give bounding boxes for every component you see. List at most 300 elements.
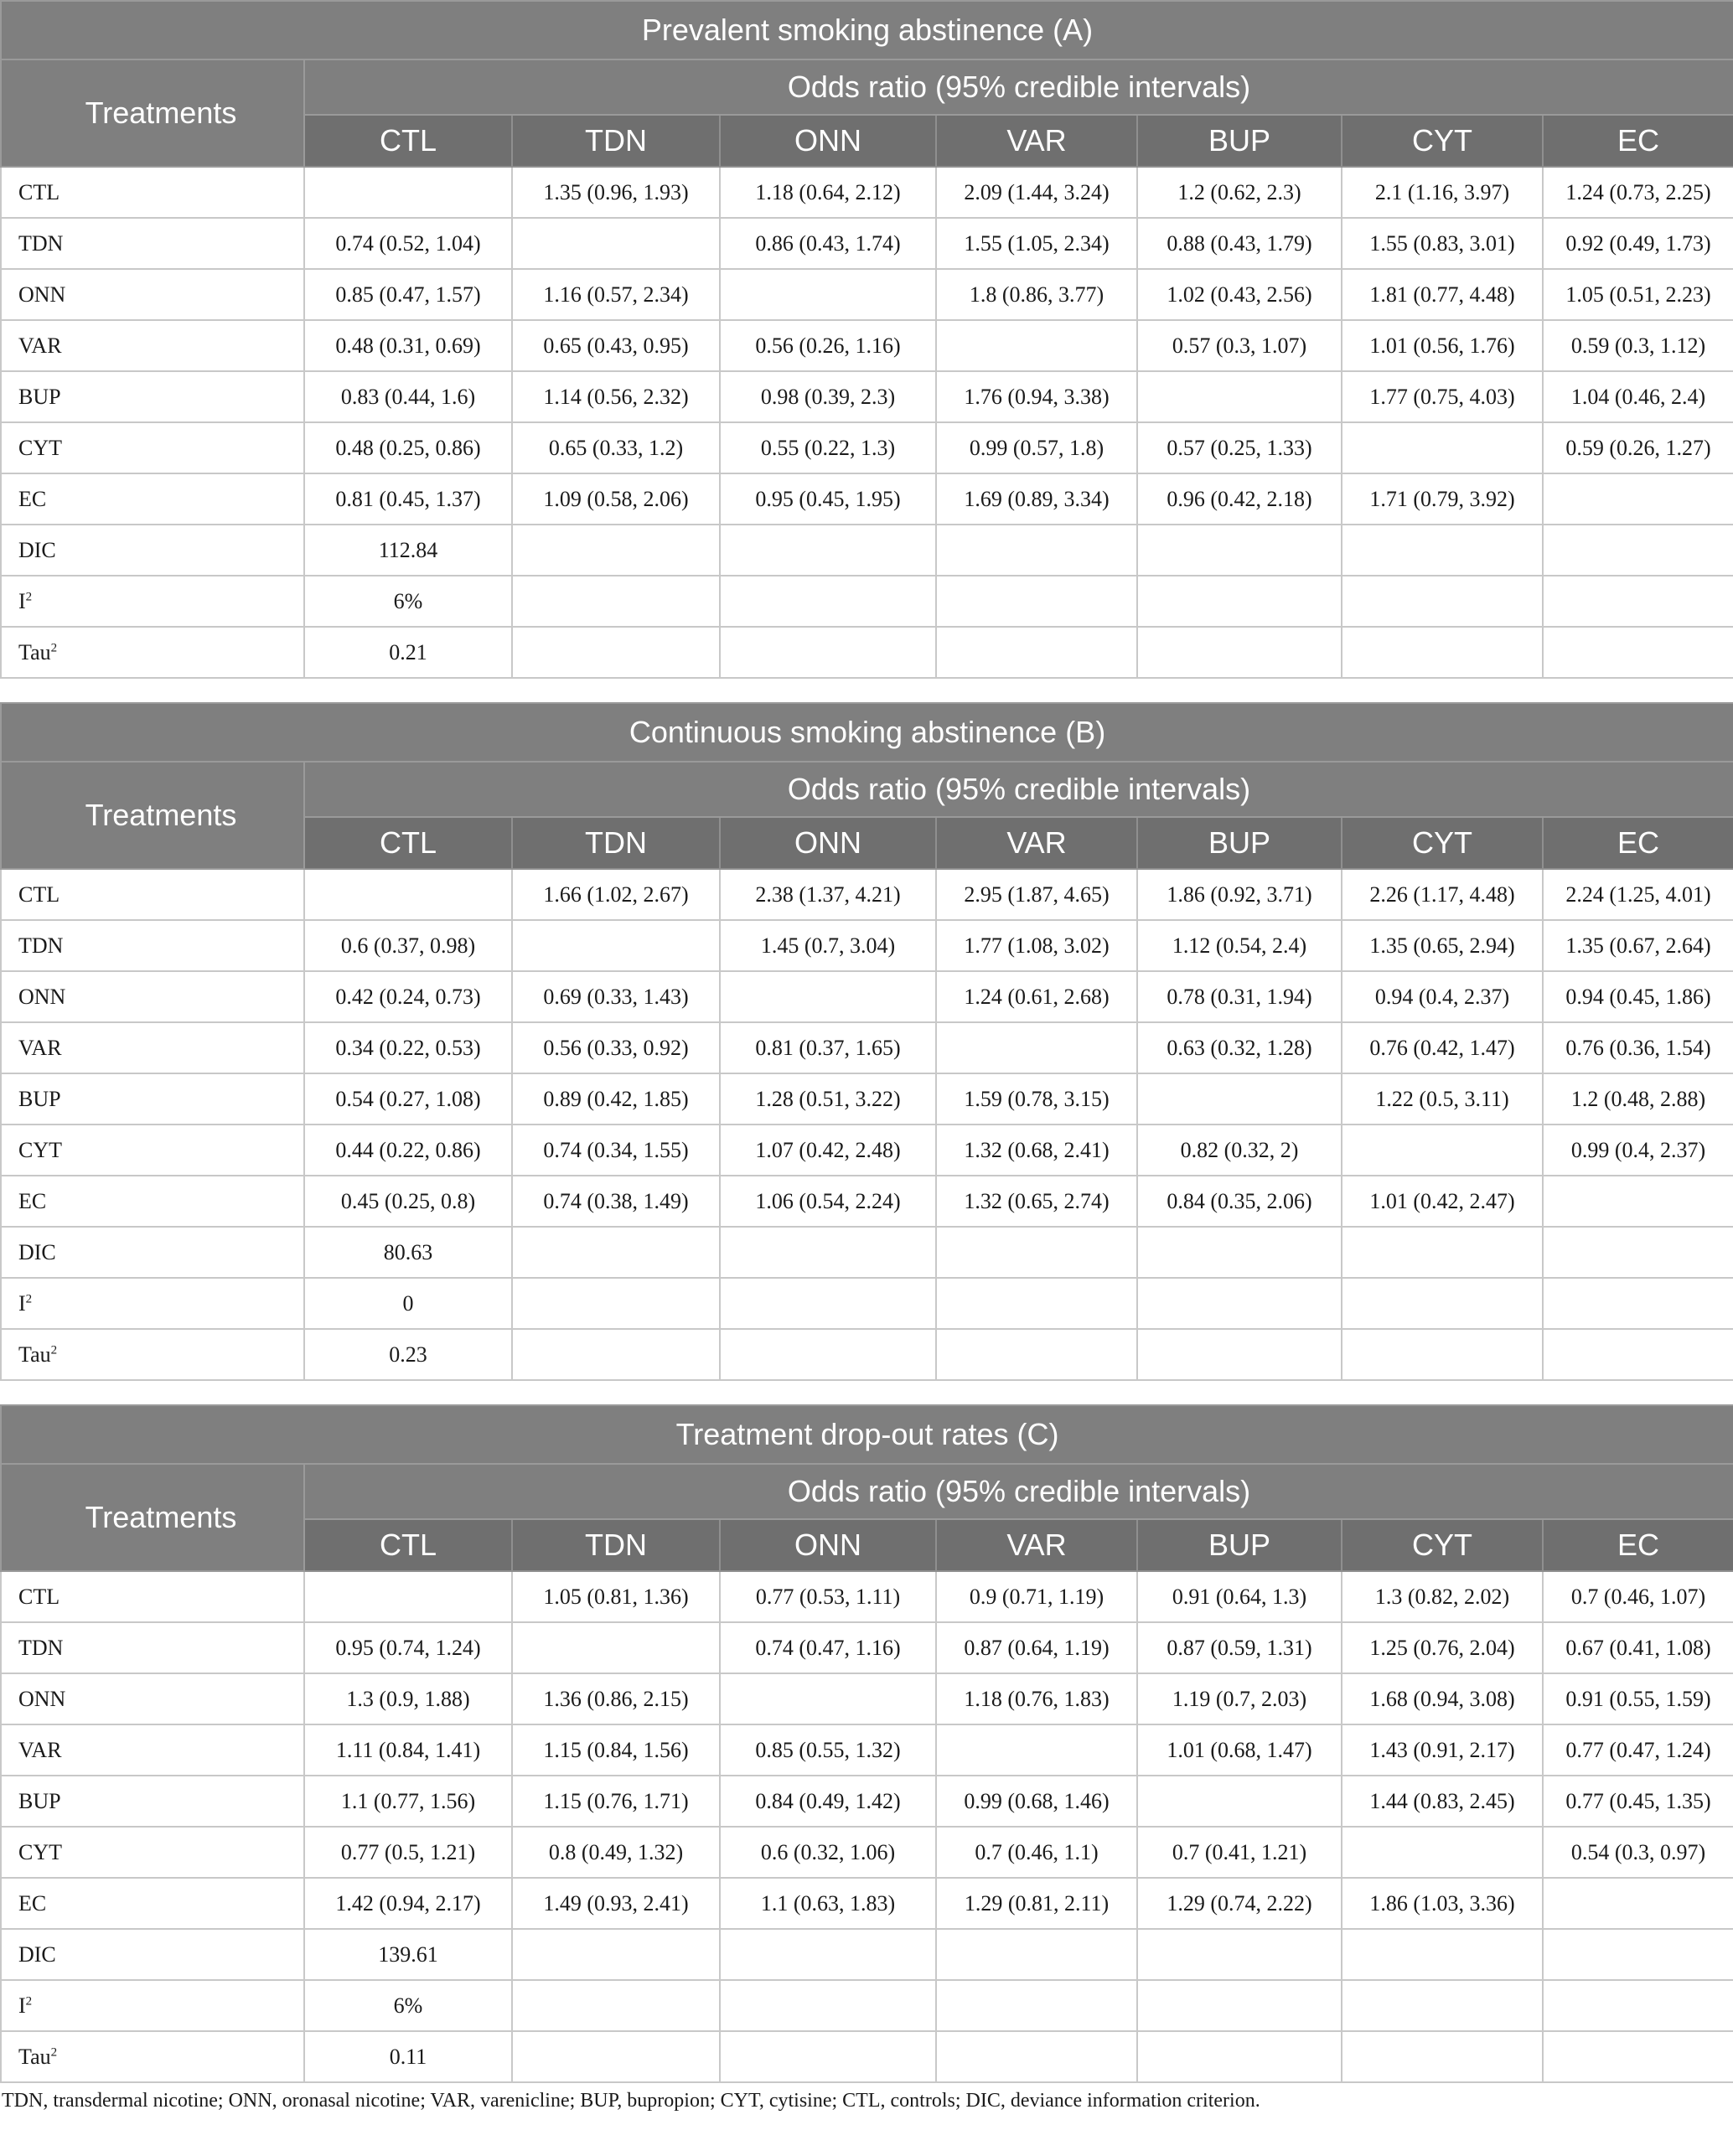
stat-row bbox=[1, 576, 1733, 627]
stat-value: 139.61 bbox=[304, 1929, 512, 1980]
table-cell: 0.77 (0.45, 1.35) bbox=[1543, 1776, 1733, 1827]
stat-label-superscript: 2 bbox=[50, 1342, 58, 1357]
table-cell: 1.77 (0.75, 4.03) bbox=[1342, 371, 1543, 422]
row-label: CTL bbox=[1, 167, 304, 218]
empty-cell bbox=[936, 1329, 1137, 1380]
table-row bbox=[1, 1622, 1733, 1673]
stat-row bbox=[1, 1329, 1733, 1380]
table-cell: 0.82 (0.32, 2) bbox=[1137, 1125, 1342, 1176]
empty-cell bbox=[720, 525, 936, 576]
table-cell bbox=[720, 971, 936, 1022]
table-cell: 0.34 (0.22, 0.53) bbox=[304, 1022, 512, 1073]
table-cell: 0.95 (0.45, 1.95) bbox=[720, 473, 936, 525]
column-header: EC bbox=[1543, 817, 1733, 869]
table-title: Prevalent smoking abstinence (A) bbox=[1, 1, 1733, 59]
empty-cell bbox=[1543, 627, 1733, 678]
column-header: ONN bbox=[720, 115, 936, 167]
table-cell: 0.99 (0.4, 2.37) bbox=[1543, 1125, 1733, 1176]
table-gap bbox=[0, 679, 1733, 702]
empty-cell bbox=[720, 1980, 936, 2031]
table-row bbox=[1, 1571, 1733, 1622]
empty-cell bbox=[936, 1278, 1137, 1329]
table-row bbox=[1, 920, 1733, 971]
empty-cell bbox=[512, 576, 720, 627]
table-cell: 1.29 (0.74, 2.22) bbox=[1137, 1878, 1342, 1929]
stat-label-superscript: 2 bbox=[50, 2045, 58, 2059]
table-cell: 0.86 (0.43, 1.74) bbox=[720, 218, 936, 269]
column-header: ONN bbox=[720, 817, 936, 869]
table-cell bbox=[1543, 1176, 1733, 1227]
empty-cell bbox=[512, 1980, 720, 2031]
odds-ratio-table bbox=[0, 1404, 1733, 2083]
table-cell: 0.77 (0.5, 1.21) bbox=[304, 1827, 512, 1878]
row-label: BUP bbox=[1, 1073, 304, 1125]
table-cell: 1.32 (0.68, 2.41) bbox=[936, 1125, 1137, 1176]
table-cell: 0.85 (0.55, 1.32) bbox=[720, 1724, 936, 1776]
table-cell: 1.01 (0.42, 2.47) bbox=[1342, 1176, 1543, 1227]
empty-cell bbox=[1342, 576, 1543, 627]
table-cell: 1.28 (0.51, 3.22) bbox=[720, 1073, 936, 1125]
table-cell: 1.8 (0.86, 3.77) bbox=[936, 269, 1137, 320]
stat-label-text: Tau bbox=[18, 1342, 51, 1367]
stat-row bbox=[1, 2031, 1733, 2082]
table-row bbox=[1, 167, 1733, 218]
empty-cell bbox=[1342, 1278, 1543, 1329]
column-header: BUP bbox=[1137, 1519, 1342, 1571]
table-cell: 0.96 (0.42, 2.18) bbox=[1137, 473, 1342, 525]
empty-cell bbox=[512, 627, 720, 678]
table-cell: 0.9 (0.71, 1.19) bbox=[936, 1571, 1137, 1622]
empty-cell bbox=[1543, 525, 1733, 576]
table-cell bbox=[720, 269, 936, 320]
table-cell: 1.15 (0.76, 1.71) bbox=[512, 1776, 720, 1827]
empty-cell bbox=[1137, 1227, 1342, 1278]
table-cell bbox=[1543, 473, 1733, 525]
stat-label bbox=[1, 525, 304, 576]
table-cell bbox=[512, 920, 720, 971]
table-cell: 0.98 (0.39, 2.3) bbox=[720, 371, 936, 422]
row-label: VAR bbox=[1, 1022, 304, 1073]
stat-row bbox=[1, 1980, 1733, 2031]
table-cell: 1.66 (1.02, 2.67) bbox=[512, 869, 720, 920]
empty-cell bbox=[720, 1329, 936, 1380]
stat-label bbox=[1, 627, 304, 678]
empty-cell bbox=[1342, 1980, 1543, 2031]
table-cell bbox=[304, 167, 512, 218]
table-row bbox=[1, 1724, 1733, 1776]
column-header: CYT bbox=[1342, 1519, 1543, 1571]
table-footnote: TDN, transdermal nicotine; ONN, oronasal nicotine; VAR, varenicline; BUP, bupropion; CYT, cytisine; CTL, controls; DIC, deviance information criterion. bbox=[2, 2090, 1260, 2112]
empty-cell bbox=[720, 2031, 936, 2082]
table-cell: 1.14 (0.56, 2.32) bbox=[512, 371, 720, 422]
stat-value: 0.23 bbox=[304, 1329, 512, 1380]
table-cell: 2.09 (1.44, 3.24) bbox=[936, 167, 1137, 218]
table-cell bbox=[304, 1571, 512, 1622]
stat-label bbox=[1, 1278, 304, 1329]
empty-cell bbox=[720, 627, 936, 678]
table-cell: 0.92 (0.49, 1.73) bbox=[1543, 218, 1733, 269]
table-cell: 1.35 (0.96, 1.93) bbox=[512, 167, 720, 218]
stat-value: 80.63 bbox=[304, 1227, 512, 1278]
table-cell bbox=[1137, 1776, 1342, 1827]
empty-cell bbox=[1342, 1929, 1543, 1980]
table-cell: 1.55 (0.83, 3.01) bbox=[1342, 218, 1543, 269]
empty-cell bbox=[1137, 1278, 1342, 1329]
stat-label-text: I bbox=[18, 1290, 26, 1316]
row-label: EC bbox=[1, 1176, 304, 1227]
empty-cell bbox=[512, 1227, 720, 1278]
empty-cell bbox=[1137, 1329, 1342, 1380]
table-title: Continuous smoking abstinence (B) bbox=[1, 703, 1733, 762]
column-header: EC bbox=[1543, 115, 1733, 167]
row-label: ONN bbox=[1, 1673, 304, 1724]
row-label: TDN bbox=[1, 218, 304, 269]
stat-label bbox=[1, 1227, 304, 1278]
table-cell: 1.05 (0.81, 1.36) bbox=[512, 1571, 720, 1622]
table-cell: 0.42 (0.24, 0.73) bbox=[304, 971, 512, 1022]
stat-row bbox=[1, 525, 1733, 576]
table-row bbox=[1, 971, 1733, 1022]
table-cell: 1.25 (0.76, 2.04) bbox=[1342, 1622, 1543, 1673]
empty-cell bbox=[720, 1278, 936, 1329]
table-cell: 1.09 (0.58, 2.06) bbox=[512, 473, 720, 525]
stat-label-text: DIC bbox=[18, 1239, 56, 1264]
table-cell: 0.88 (0.43, 1.79) bbox=[1137, 218, 1342, 269]
empty-cell bbox=[936, 1227, 1137, 1278]
table-cell: 0.94 (0.4, 2.37) bbox=[1342, 971, 1543, 1022]
stat-value: 0.21 bbox=[304, 627, 512, 678]
table-cell: 0.44 (0.22, 0.86) bbox=[304, 1125, 512, 1176]
table-cell: 0.84 (0.35, 2.06) bbox=[1137, 1176, 1342, 1227]
table-cell: 0.7 (0.46, 1.1) bbox=[936, 1827, 1137, 1878]
table-cell: 2.38 (1.37, 4.21) bbox=[720, 869, 936, 920]
stat-label-superscript: 2 bbox=[25, 589, 33, 603]
table-cell: 1.01 (0.68, 1.47) bbox=[1137, 1724, 1342, 1776]
table-cell: 1.71 (0.79, 3.92) bbox=[1342, 473, 1543, 525]
stat-value: 6% bbox=[304, 576, 512, 627]
table-row bbox=[1, 473, 1733, 525]
row-label: CTL bbox=[1, 869, 304, 920]
table-cell: 1.35 (0.65, 2.94) bbox=[1342, 920, 1543, 971]
stat-label-text: DIC bbox=[18, 537, 56, 562]
table-row bbox=[1, 218, 1733, 269]
table-cell: 0.8 (0.49, 1.32) bbox=[512, 1827, 720, 1878]
table-cell: 1.2 (0.62, 2.3) bbox=[1137, 167, 1342, 218]
empty-cell bbox=[1543, 1929, 1733, 1980]
table-cell bbox=[1137, 1073, 1342, 1125]
table-cell: 1.01 (0.56, 1.76) bbox=[1342, 320, 1543, 371]
stat-label-text: Tau bbox=[18, 639, 51, 664]
column-header: CYT bbox=[1342, 115, 1543, 167]
table-row bbox=[1, 1073, 1733, 1125]
empty-cell bbox=[936, 1929, 1137, 1980]
table-cell: 0.54 (0.27, 1.08) bbox=[304, 1073, 512, 1125]
row-header-treatments: Treatments bbox=[1, 1464, 304, 1571]
table-cell: 0.89 (0.42, 1.85) bbox=[512, 1073, 720, 1125]
table-cell: 2.1 (1.16, 3.97) bbox=[1342, 167, 1543, 218]
column-header: EC bbox=[1543, 1519, 1733, 1571]
table-cell: 1.45 (0.7, 3.04) bbox=[720, 920, 936, 971]
table-cell: 0.54 (0.3, 0.97) bbox=[1543, 1827, 1733, 1878]
stat-value: 0.11 bbox=[304, 2031, 512, 2082]
row-label: CYT bbox=[1, 1827, 304, 1878]
row-label: BUP bbox=[1, 371, 304, 422]
odds-ratio-table bbox=[0, 702, 1733, 1381]
table-cell: 0.99 (0.68, 1.46) bbox=[936, 1776, 1137, 1827]
row-label: EC bbox=[1, 473, 304, 525]
column-header: CTL bbox=[304, 1519, 512, 1571]
table-cell: 1.05 (0.51, 2.23) bbox=[1543, 269, 1733, 320]
table-cell: 2.95 (1.87, 4.65) bbox=[936, 869, 1137, 920]
stat-label bbox=[1, 2031, 304, 2082]
empty-cell bbox=[720, 1227, 936, 1278]
column-header: CYT bbox=[1342, 817, 1543, 869]
table-cell: 0.57 (0.3, 1.07) bbox=[1137, 320, 1342, 371]
group-header-odds-ratio: Odds ratio (95% credible intervals) bbox=[304, 762, 1733, 817]
empty-cell bbox=[936, 576, 1137, 627]
column-header: ONN bbox=[720, 1519, 936, 1571]
table-cell: 1.59 (0.78, 3.15) bbox=[936, 1073, 1137, 1125]
column-header: VAR bbox=[936, 1519, 1137, 1571]
table-cell: 0.48 (0.25, 0.86) bbox=[304, 422, 512, 473]
table-row bbox=[1, 1878, 1733, 1929]
table-cell bbox=[720, 1673, 936, 1724]
empty-cell bbox=[720, 1929, 936, 1980]
stat-label bbox=[1, 1980, 304, 2031]
empty-cell bbox=[512, 1278, 720, 1329]
table-cell: 0.57 (0.25, 1.33) bbox=[1137, 422, 1342, 473]
table-cell: 0.65 (0.43, 0.95) bbox=[512, 320, 720, 371]
empty-cell bbox=[936, 627, 1137, 678]
column-header: CTL bbox=[304, 115, 512, 167]
row-label: VAR bbox=[1, 320, 304, 371]
empty-cell bbox=[1543, 1980, 1733, 2031]
column-header: TDN bbox=[512, 1519, 720, 1571]
table-row bbox=[1, 371, 1733, 422]
empty-cell bbox=[1342, 1329, 1543, 1380]
stat-label-text: Tau bbox=[18, 2044, 51, 2069]
stat-label-text: I bbox=[18, 588, 26, 613]
empty-cell bbox=[1342, 525, 1543, 576]
empty-cell bbox=[1543, 1227, 1733, 1278]
table-cell bbox=[1342, 422, 1543, 473]
table-cell: 0.48 (0.31, 0.69) bbox=[304, 320, 512, 371]
stat-label-superscript: 2 bbox=[50, 640, 58, 654]
table-row bbox=[1, 1176, 1733, 1227]
table-cell: 0.76 (0.42, 1.47) bbox=[1342, 1022, 1543, 1073]
table-cell: 1.43 (0.91, 2.17) bbox=[1342, 1724, 1543, 1776]
table-cell: 0.87 (0.64, 1.19) bbox=[936, 1622, 1137, 1673]
table-cell: 1.81 (0.77, 4.48) bbox=[1342, 269, 1543, 320]
table-cell: 0.7 (0.46, 1.07) bbox=[1543, 1571, 1733, 1622]
empty-cell bbox=[1137, 576, 1342, 627]
stat-label bbox=[1, 1929, 304, 1980]
empty-cell bbox=[1342, 1227, 1543, 1278]
stat-label-superscript: 2 bbox=[25, 1993, 33, 2008]
table-cell: 1.02 (0.43, 2.56) bbox=[1137, 269, 1342, 320]
column-header: VAR bbox=[936, 115, 1137, 167]
table-cell: 1.12 (0.54, 2.4) bbox=[1137, 920, 1342, 971]
table-cell: 2.24 (1.25, 4.01) bbox=[1543, 869, 1733, 920]
table-cell bbox=[1137, 371, 1342, 422]
row-label: TDN bbox=[1, 1622, 304, 1673]
table-cell: 1.36 (0.86, 2.15) bbox=[512, 1673, 720, 1724]
table-cell: 1.2 (0.48, 2.88) bbox=[1543, 1073, 1733, 1125]
table-cell: 1.15 (0.84, 1.56) bbox=[512, 1724, 720, 1776]
table-cell: 0.56 (0.26, 1.16) bbox=[720, 320, 936, 371]
table-cell bbox=[1543, 1878, 1733, 1929]
table-row bbox=[1, 269, 1733, 320]
table-cell: 1.3 (0.9, 1.88) bbox=[304, 1673, 512, 1724]
column-header: TDN bbox=[512, 817, 720, 869]
table-cell: 0.85 (0.47, 1.57) bbox=[304, 269, 512, 320]
table-cell: 1.1 (0.63, 1.83) bbox=[720, 1878, 936, 1929]
table-cell: 0.81 (0.45, 1.37) bbox=[304, 473, 512, 525]
table-cell: 1.16 (0.57, 2.34) bbox=[512, 269, 720, 320]
row-label: VAR bbox=[1, 1724, 304, 1776]
table-cell: 0.78 (0.31, 1.94) bbox=[1137, 971, 1342, 1022]
row-header-treatments: Treatments bbox=[1, 59, 304, 167]
row-header-treatments: Treatments bbox=[1, 762, 304, 869]
table-cell: 1.24 (0.61, 2.68) bbox=[936, 971, 1137, 1022]
table-cell: 1.49 (0.93, 2.41) bbox=[512, 1878, 720, 1929]
row-label: ONN bbox=[1, 971, 304, 1022]
table-cell: 0.99 (0.57, 1.8) bbox=[936, 422, 1137, 473]
table-cell: 1.35 (0.67, 2.64) bbox=[1543, 920, 1733, 971]
stat-row bbox=[1, 1278, 1733, 1329]
table-cell: 0.74 (0.34, 1.55) bbox=[512, 1125, 720, 1176]
table-cell: 1.18 (0.64, 2.12) bbox=[720, 167, 936, 218]
table-cell: 1.55 (1.05, 2.34) bbox=[936, 218, 1137, 269]
row-label: CTL bbox=[1, 1571, 304, 1622]
stat-label-text: DIC bbox=[18, 1941, 56, 1967]
table-row bbox=[1, 422, 1733, 473]
empty-cell bbox=[936, 2031, 1137, 2082]
odds-ratio-table bbox=[0, 0, 1733, 679]
group-header-odds-ratio: Odds ratio (95% credible intervals) bbox=[304, 59, 1733, 115]
table-cell: 1.32 (0.65, 2.74) bbox=[936, 1176, 1137, 1227]
row-label: CYT bbox=[1, 1125, 304, 1176]
table-cell: 0.74 (0.47, 1.16) bbox=[720, 1622, 936, 1673]
table-cell: 0.55 (0.22, 1.3) bbox=[720, 422, 936, 473]
table-cell: 0.59 (0.26, 1.27) bbox=[1543, 422, 1733, 473]
table-cell: 0.91 (0.55, 1.59) bbox=[1543, 1673, 1733, 1724]
stat-value: 112.84 bbox=[304, 525, 512, 576]
table-cell: 1.18 (0.76, 1.83) bbox=[936, 1673, 1137, 1724]
empty-cell bbox=[1137, 627, 1342, 678]
row-label: BUP bbox=[1, 1776, 304, 1827]
table-cell: 1.06 (0.54, 2.24) bbox=[720, 1176, 936, 1227]
empty-cell bbox=[512, 525, 720, 576]
column-header: CTL bbox=[304, 817, 512, 869]
table-cell: 1.42 (0.94, 2.17) bbox=[304, 1878, 512, 1929]
table-cell: 1.19 (0.7, 2.03) bbox=[1137, 1673, 1342, 1724]
table-cell bbox=[936, 320, 1137, 371]
table-cell bbox=[512, 218, 720, 269]
table-cell: 0.84 (0.49, 1.42) bbox=[720, 1776, 936, 1827]
row-label: EC bbox=[1, 1878, 304, 1929]
table-cell: 0.56 (0.33, 0.92) bbox=[512, 1022, 720, 1073]
table-row bbox=[1, 1776, 1733, 1827]
stat-label-superscript: 2 bbox=[25, 1291, 33, 1305]
table-cell: 0.6 (0.32, 1.06) bbox=[720, 1827, 936, 1878]
table-cell bbox=[1342, 1125, 1543, 1176]
row-label: TDN bbox=[1, 920, 304, 971]
column-header: BUP bbox=[1137, 817, 1342, 869]
stat-label bbox=[1, 576, 304, 627]
table-cell: 0.7 (0.41, 1.21) bbox=[1137, 1827, 1342, 1878]
empty-cell bbox=[1543, 2031, 1733, 2082]
empty-cell bbox=[720, 576, 936, 627]
empty-cell bbox=[1342, 2031, 1543, 2082]
table-cell: 1.77 (1.08, 3.02) bbox=[936, 920, 1137, 971]
table-gap bbox=[0, 1381, 1733, 1404]
table-cell: 1.24 (0.73, 2.25) bbox=[1543, 167, 1733, 218]
table-cell: 1.44 (0.83, 2.45) bbox=[1342, 1776, 1543, 1827]
stat-label-text: I bbox=[18, 1993, 26, 2018]
table-cell bbox=[936, 1724, 1137, 1776]
table-title: Treatment drop-out rates (C) bbox=[1, 1405, 1733, 1464]
table-cell bbox=[936, 1022, 1137, 1073]
table-cell: 2.26 (1.17, 4.48) bbox=[1342, 869, 1543, 920]
stat-label bbox=[1, 1329, 304, 1380]
table-cell: 0.67 (0.41, 1.08) bbox=[1543, 1622, 1733, 1673]
empty-cell bbox=[1137, 1980, 1342, 2031]
table-cell: 0.59 (0.3, 1.12) bbox=[1543, 320, 1733, 371]
table-cell: 1.3 (0.82, 2.02) bbox=[1342, 1571, 1543, 1622]
table-cell: 1.04 (0.46, 2.4) bbox=[1543, 371, 1733, 422]
empty-cell bbox=[1342, 627, 1543, 678]
stat-value: 6% bbox=[304, 1980, 512, 2031]
stat-row bbox=[1, 1929, 1733, 1980]
table-cell: 0.81 (0.37, 1.65) bbox=[720, 1022, 936, 1073]
column-header: BUP bbox=[1137, 115, 1342, 167]
table-cell: 0.94 (0.45, 1.86) bbox=[1543, 971, 1733, 1022]
empty-cell bbox=[1543, 1278, 1733, 1329]
table-cell: 0.76 (0.36, 1.54) bbox=[1543, 1022, 1733, 1073]
stat-row bbox=[1, 1227, 1733, 1278]
table-cell bbox=[512, 1622, 720, 1673]
table-cell: 0.45 (0.25, 0.8) bbox=[304, 1176, 512, 1227]
empty-cell bbox=[936, 1980, 1137, 2031]
table-cell: 0.87 (0.59, 1.31) bbox=[1137, 1622, 1342, 1673]
row-label: CYT bbox=[1, 422, 304, 473]
table-cell: 0.63 (0.32, 1.28) bbox=[1137, 1022, 1342, 1073]
table-cell: 0.6 (0.37, 0.98) bbox=[304, 920, 512, 971]
row-label: ONN bbox=[1, 269, 304, 320]
table-cell bbox=[1342, 1827, 1543, 1878]
table-cell: 0.83 (0.44, 1.6) bbox=[304, 371, 512, 422]
empty-cell bbox=[1137, 1929, 1342, 1980]
table-cell: 1.22 (0.5, 3.11) bbox=[1342, 1073, 1543, 1125]
empty-cell bbox=[1543, 1329, 1733, 1380]
empty-cell bbox=[512, 2031, 720, 2082]
table-row bbox=[1, 1827, 1733, 1878]
table-cell: 1.86 (1.03, 3.36) bbox=[1342, 1878, 1543, 1929]
table-cell: 1.11 (0.84, 1.41) bbox=[304, 1724, 512, 1776]
table-cell: 0.95 (0.74, 1.24) bbox=[304, 1622, 512, 1673]
table-row bbox=[1, 320, 1733, 371]
empty-cell bbox=[1137, 2031, 1342, 2082]
table-cell bbox=[304, 869, 512, 920]
table-cell: 0.69 (0.33, 1.43) bbox=[512, 971, 720, 1022]
table-cell: 1.69 (0.89, 3.34) bbox=[936, 473, 1137, 525]
stat-value: 0 bbox=[304, 1278, 512, 1329]
column-header: TDN bbox=[512, 115, 720, 167]
table-cell: 1.76 (0.94, 3.38) bbox=[936, 371, 1137, 422]
empty-cell bbox=[1137, 525, 1342, 576]
table-cell: 1.29 (0.81, 2.11) bbox=[936, 1878, 1137, 1929]
